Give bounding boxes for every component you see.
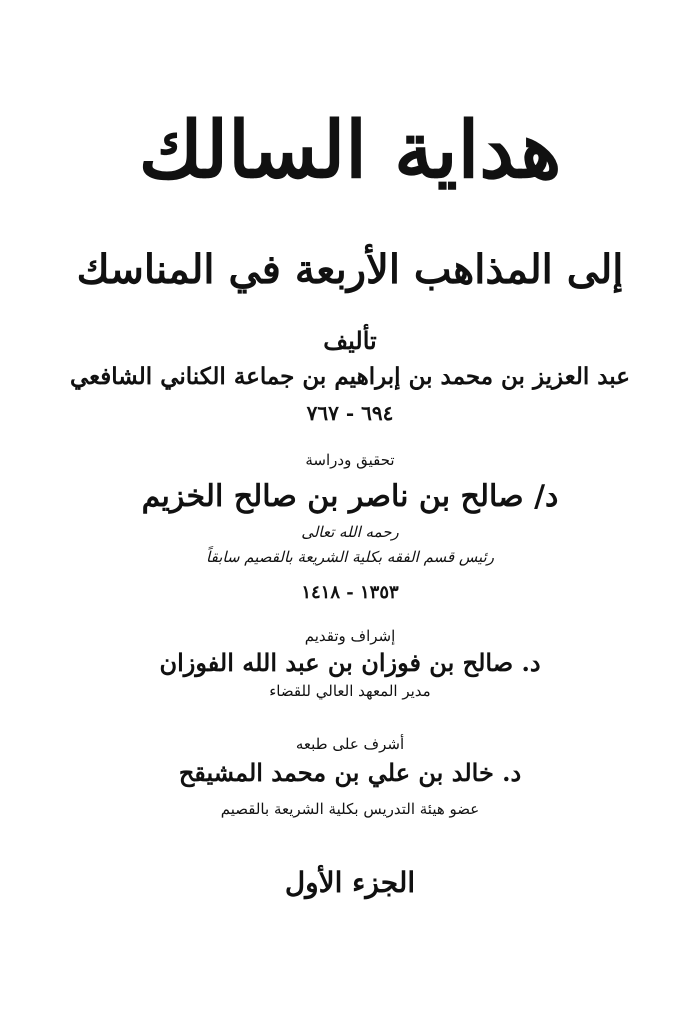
editor-dates: ١٣٥٣ - ١٤١٨ (301, 582, 399, 603)
editor-position: رئيس قسم الفقه بكلية الشريعة بالقصيم سابقاً (206, 548, 494, 566)
volume-label: الجزء الأول (284, 866, 416, 899)
supervisor-role: مدير المعهد العالي للقضاء (269, 682, 431, 700)
printing-supervision-label: أشرف على طبعه (295, 735, 405, 753)
supervision-label: إشراف وتقديم (304, 627, 396, 645)
supervisor-name: د. صالح بن فوزان بن عبد الله الفوزان (159, 648, 541, 677)
printing-supervisor-role: عضو هيئة التدريس بكلية الشريعة بالقصيم (220, 800, 480, 818)
author-dates: ٦٩٤ - ٧٦٧ (306, 401, 394, 425)
editor-note: رحمه الله تعالى (301, 523, 399, 541)
authorship-label: تأليف (323, 326, 377, 355)
editor-label: تحقيق ودراسة (305, 451, 395, 469)
author-name: عبد العزيز بن محمد بن إبراهيم بن جماعة الكناني الشافعي (70, 363, 630, 390)
book-subtitle: إلى المذاهب الأربعة في المناسك (76, 246, 624, 293)
editor-name: د/ صالح بن ناصر بن صالح الخزيم (141, 479, 559, 514)
printing-supervisor-name: د. خالد بن علي بن محمد المشيقح (178, 758, 522, 787)
book-title: هداية السالك (138, 105, 562, 196)
